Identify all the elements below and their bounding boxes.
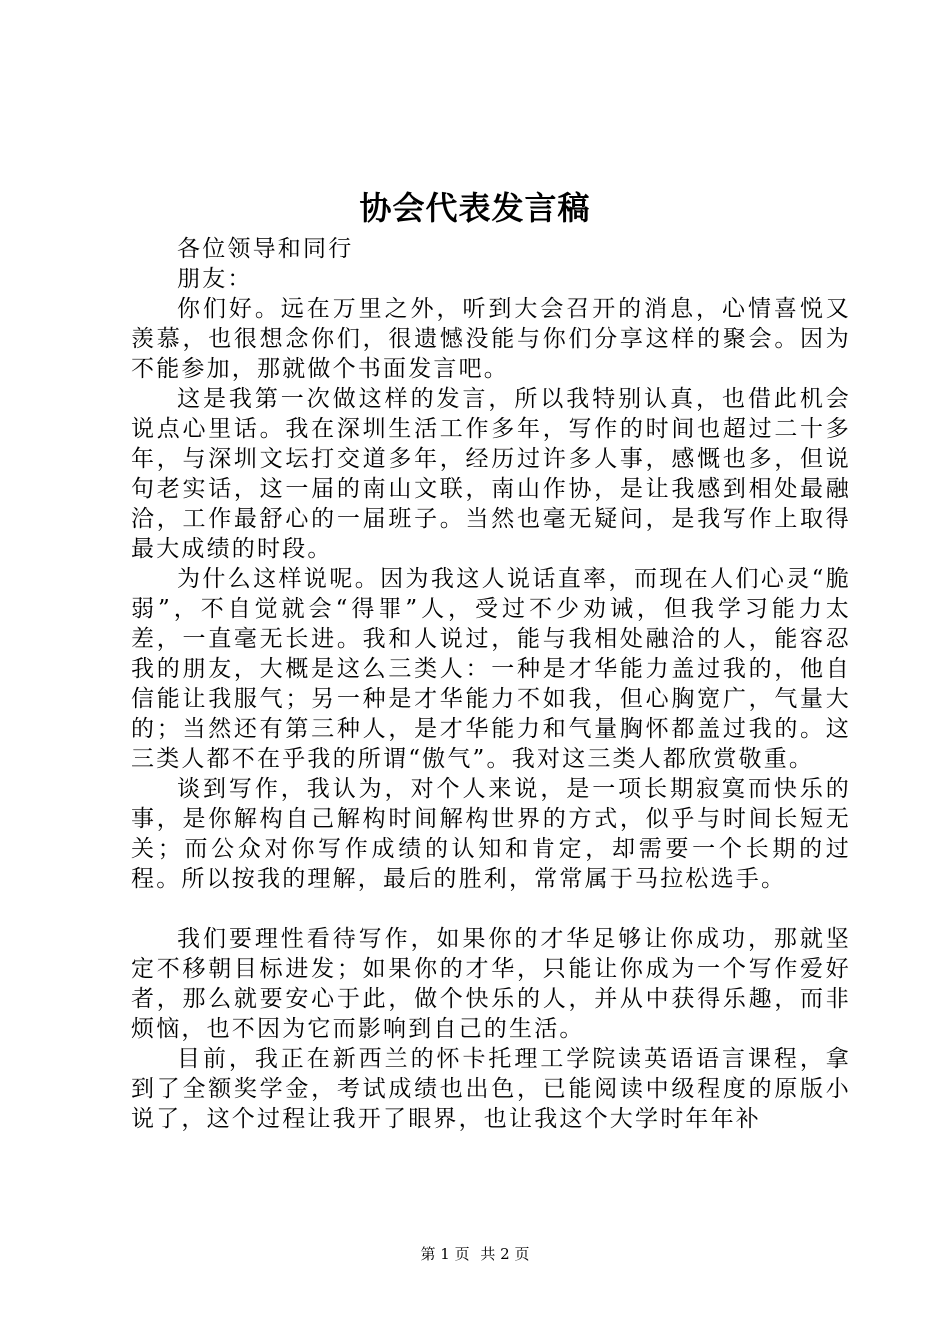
paragraph-1: 你们好。远在万里之外，听到大会召开的消息，心情喜悦又羡慕，也很想念你们，很遗憾没能与你们分享这样的聚会。因为不能参加，那就做个书面发言吧。 [131,296,851,382]
document-title: 协会代表发言稿 [359,189,591,227]
paragraph-6: 目前，我正在新西兰的怀卡托理工学院读英语语言课程，拿到了全额奖学金，考试成绩也出色，已能阅读中级程度的原版小说了，这个过程让我开了眼界，也让我这个大学时年年补 [131,1046,851,1132]
paragraph-4: 谈到写作，我认为，对个人来说，是一项长期寂寞而快乐的事，是你解构自己解构时间解构世界的方式，似乎与时间长短无关；而公众对你写作成绩的认知和肯定，却需要一个长期的过程。所以按我的理解，最后的胜利，常常属于马拉松选手。 [131,776,851,892]
paragraph-2: 这是我第一次做这样的发言，所以我特别认真，也借此机会说点心里话。我在深圳生活工作多年，写作的时间也超过二十多年，与深圳文坛打交道多年，经历过许多人事，感慨也多，但说句老实话，这一届的南山文联，南山作协，是让我感到相处最融洽，工作最舒心的一届班子。当然也毫无疑问，是我写作上取得最大成绩的时段。 [131,386,851,562]
paragraph-5: 我们要理性看待写作，如果你的才华足够让你成功，那就坚定不移朝目标进发；如果你的才华，只能让你成为一个写作爱好者，那么就要安心于此，做个快乐的人，并从中获得乐趣，而非烦恼，也不因为它而影响到自己的生活。 [131,926,851,1042]
paragraph-3: 为什么这样说呢。因为我这人说话直率，而现在人们心灵“脆弱”，不自觉就会“得罪”人，受过不少劝诫，但我学习能力太差，一直毫无长进。我和人说过，能与我相处融洽的人，能容忍我的朋友，大概是这么三类人：一种是才华能力盖过我的，他自信能让我服气；另一种是才华能力不如我，但心胸宽广，气量大的；当然还有第三种人，是才华能力和气量胸怀都盖过我的。这三类人都不在乎我的所谓“傲气”。我对这三类人都欣赏敬重。 [131,566,851,772]
page-number-current: 第 1 页 [420,1245,470,1263]
salutation-line-2: 朋友： [177,266,253,292]
page-number-total: 共 2 页 [480,1245,530,1263]
salutation-line-1: 各位领导和同行 [177,236,354,262]
page-footer [0,1244,950,1264]
document-body [131,234,851,1134]
